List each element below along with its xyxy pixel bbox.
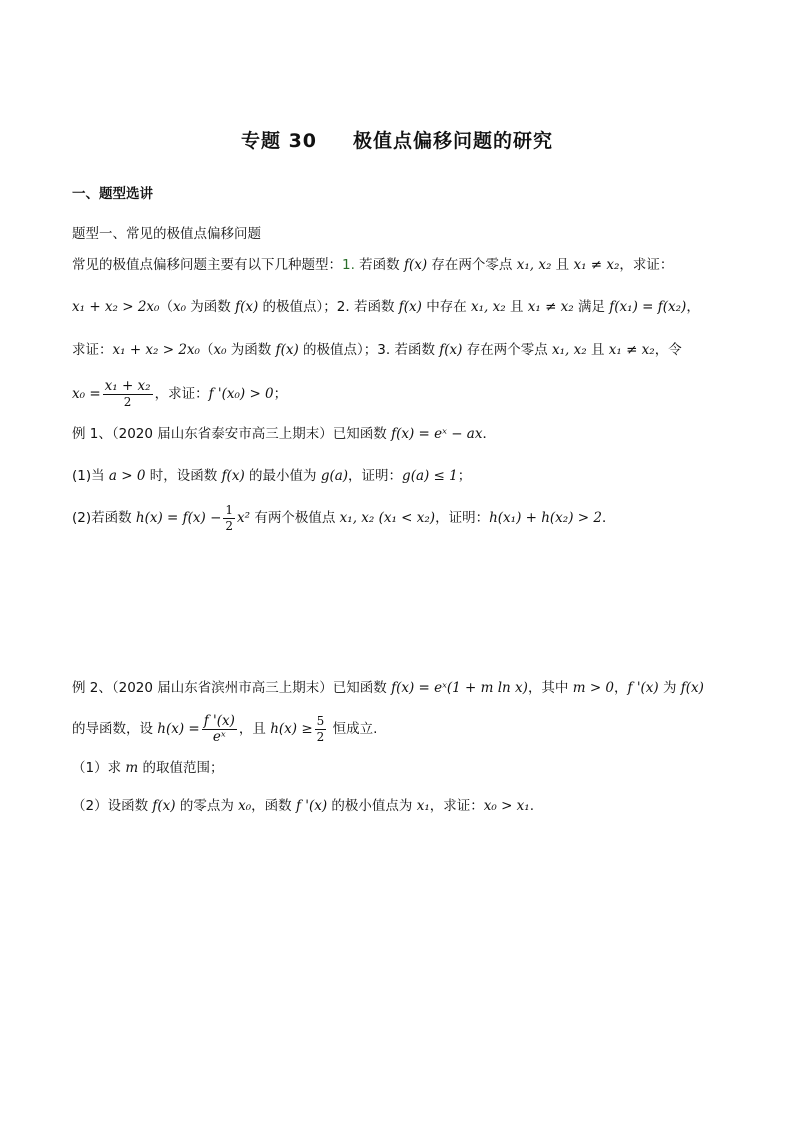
fraction: $\frac{5}{2}$ [316,713,325,744]
intro-line-2: x₁ + x₂ > 2x₀（x₀ 为函数 f(x) 的极值点）；2. 若函数 f(x) 中存在 x₁, x₂ 且 x₁ ≠ x₂ 满足 f(x₁) = f(x₂)， [72,299,700,315]
fraction: $\frac{\text{x₁ + x₂}}{2}$ [104,377,151,409]
example-2-statement: 例 2、（2020 届山东省滨州市高三上期末）已知函数 f(x) = eˣ(1 + m ln x)，其中 m > 0，f '(x) 为 f(x) [72,680,704,696]
page-title [0,126,794,153]
example-2-part-1: （1）求 m 的取值范围； [72,760,224,776]
intro-line-3: 求证：x₁ + x₂ > 2x₀（x₀ 为函数 f(x) 的极值点）；3. 若函数 f(x) 存在两个零点 x₁, x₂ 且 x₁ ≠ x₂，令 [72,342,682,358]
fraction: $\frac{1}{2}$ [225,502,234,533]
example-2-line-2: 的导函数，设 h(x) = $\frac{f '(x)}{\text{eˣ}}$ ，且 h(x) ≥ $\frac{5}{2}$ 恒成立. [72,712,378,745]
title-number: 专题 30 [240,130,318,152]
example-1-part-2: (2)若函数 h(x) = f(x) − $\frac{1}{2}$ x² 有两个极值点 x₁, x₂ (x₁ < x₂)，证明：h(x₁) + h(x₂) > 2． [72,502,616,533]
example-1-statement: 例 1、（2020 届山东省泰安市高三上期末）已知函数 f(x) = eˣ − ax． [72,426,496,442]
type1-heading: 题型一、常见的极值点偏移问题 [72,226,261,242]
example-1-part-1: (1)当 a > 0 时，设函数 f(x) 的最小值为 g(a)，证明：g(a) ≤ 1； [72,468,472,484]
section-heading: 一、题型选讲 [72,186,153,202]
intro-line-1: 常见的极值点偏移问题主要有以下几种题型：1. 若函数 f(x) 存在两个零点 x₁, x₂ 且 x₁ ≠ x₂，求证： [72,257,674,273]
fraction: $\frac{f '(x)}{\text{eˣ}}$ [203,712,235,745]
title-text: 极值点偏移问题的研究 [353,130,554,152]
example-2-part-2: （2）设函数 f(x) 的零点为 x₀，函数 f '(x) 的极小值点为 x₁，求证：x₀ > x₁. [72,798,534,814]
intro-line-4: x₀ = $\frac{\text{x₁ + x₂}}{2}$ ，求证：f '(x₀) > 0； [72,377,288,409]
